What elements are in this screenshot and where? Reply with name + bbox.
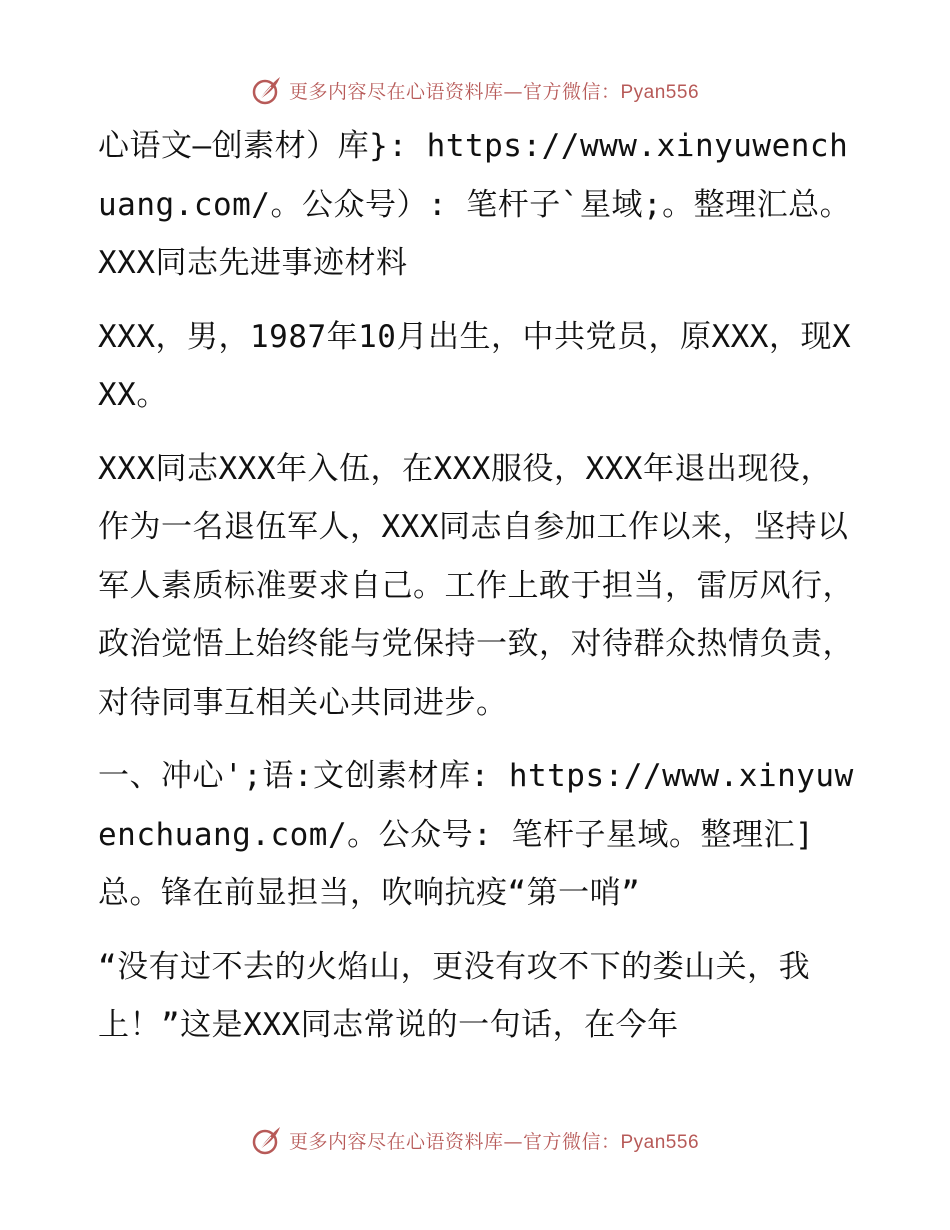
footer-banner-text [289, 1127, 699, 1154]
header-banner-contact: Pyan556 [620, 81, 700, 103]
quill-pen-logo-icon [251, 74, 283, 106]
footer-banner [0, 1120, 950, 1160]
document-body [98, 117, 858, 1070]
footer-banner-label: 更多内容尽在心语资料库—官方微信： [288, 1130, 621, 1153]
paragraph-service: XXX同志XXX年入伍，在XXX服役，XXX年退出现役，作为一名退伍军人，XXX同志自参加工作以来，坚持以军人素质标准要求自己。工作上敢于担当，雷厉风行，政治觉悟上始终能与党保持一致，对待群众热情负责，对待同事互相关心共同进步。 [98, 450, 854, 721]
paragraph-profile: XXX，男，1987年10月出生，中共党员，原XXX，现XXX。 [98, 318, 852, 413]
paragraph-section-one-heading: 一、冲心';语:文创素材库: https://www.xinyuwenchuang.com/。公众号: 笔杆子星域。整理汇]总。锋在前显担当，吹响抗疫“第一哨” [98, 758, 854, 911]
header-banner [0, 70, 950, 110]
paragraph-intro-source: 心语文—创素材）库}: https://www.xinyuwenchuang.com/。公众号）: 笔杆子`星域;。整理汇总。XXX同志先进事迹材料 [98, 128, 852, 281]
quill-pen-logo-icon [251, 1124, 283, 1156]
header-banner-label: 更多内容尽在心语资料库—官方微信： [288, 80, 621, 103]
paragraph-quote: “没有过不去的火焰山，更没有攻不下的娄山关，我上！”这是XXX同志常说的一句话，在今年 [98, 948, 811, 1043]
footer-banner-contact: Pyan556 [620, 1131, 700, 1153]
header-banner-text [289, 77, 699, 104]
